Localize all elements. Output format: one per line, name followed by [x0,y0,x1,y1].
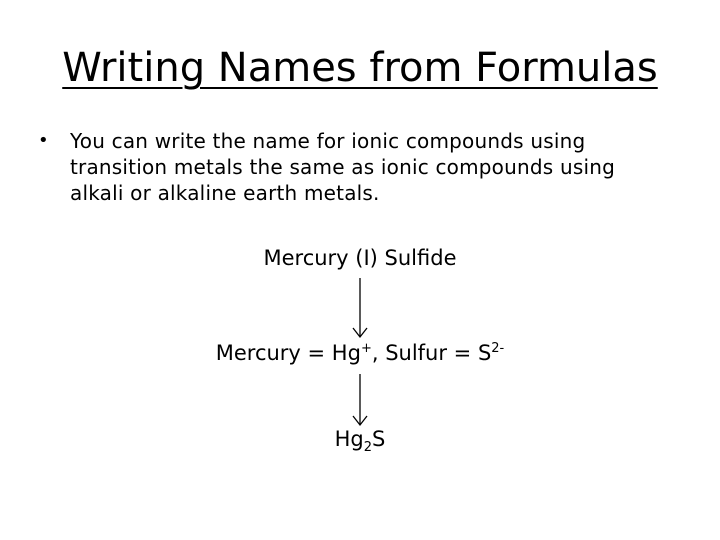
ion-sulfur-text: , Sulfur = S [371,341,492,365]
bullet-point [38,128,668,206]
bullet-text: You can write the name for ionic compounds using transition metals the same as ionic compounds using alkali or alkaline earth metals. [70,129,615,205]
ion-mercury-charge: + [360,341,372,356]
slide-title [0,40,720,96]
bullet-dot-icon: • [38,130,49,151]
down-arrow-icon [350,278,370,340]
formula-element-s: S [372,427,386,451]
down-arrow-icon [350,374,370,428]
slide-title-text: Writing Names from Formulas [62,45,658,91]
compound-name: Mercury (I) Sulfide [263,246,457,270]
chemical-formula [0,425,720,456]
formula-element-hg: Hg [334,427,364,451]
ion-mercury-text: Mercury = Hg [215,341,361,365]
ion-breakdown [0,339,720,367]
ion-sulfur-charge: 2- [491,341,505,356]
formula-subscript: 2 [363,440,373,456]
